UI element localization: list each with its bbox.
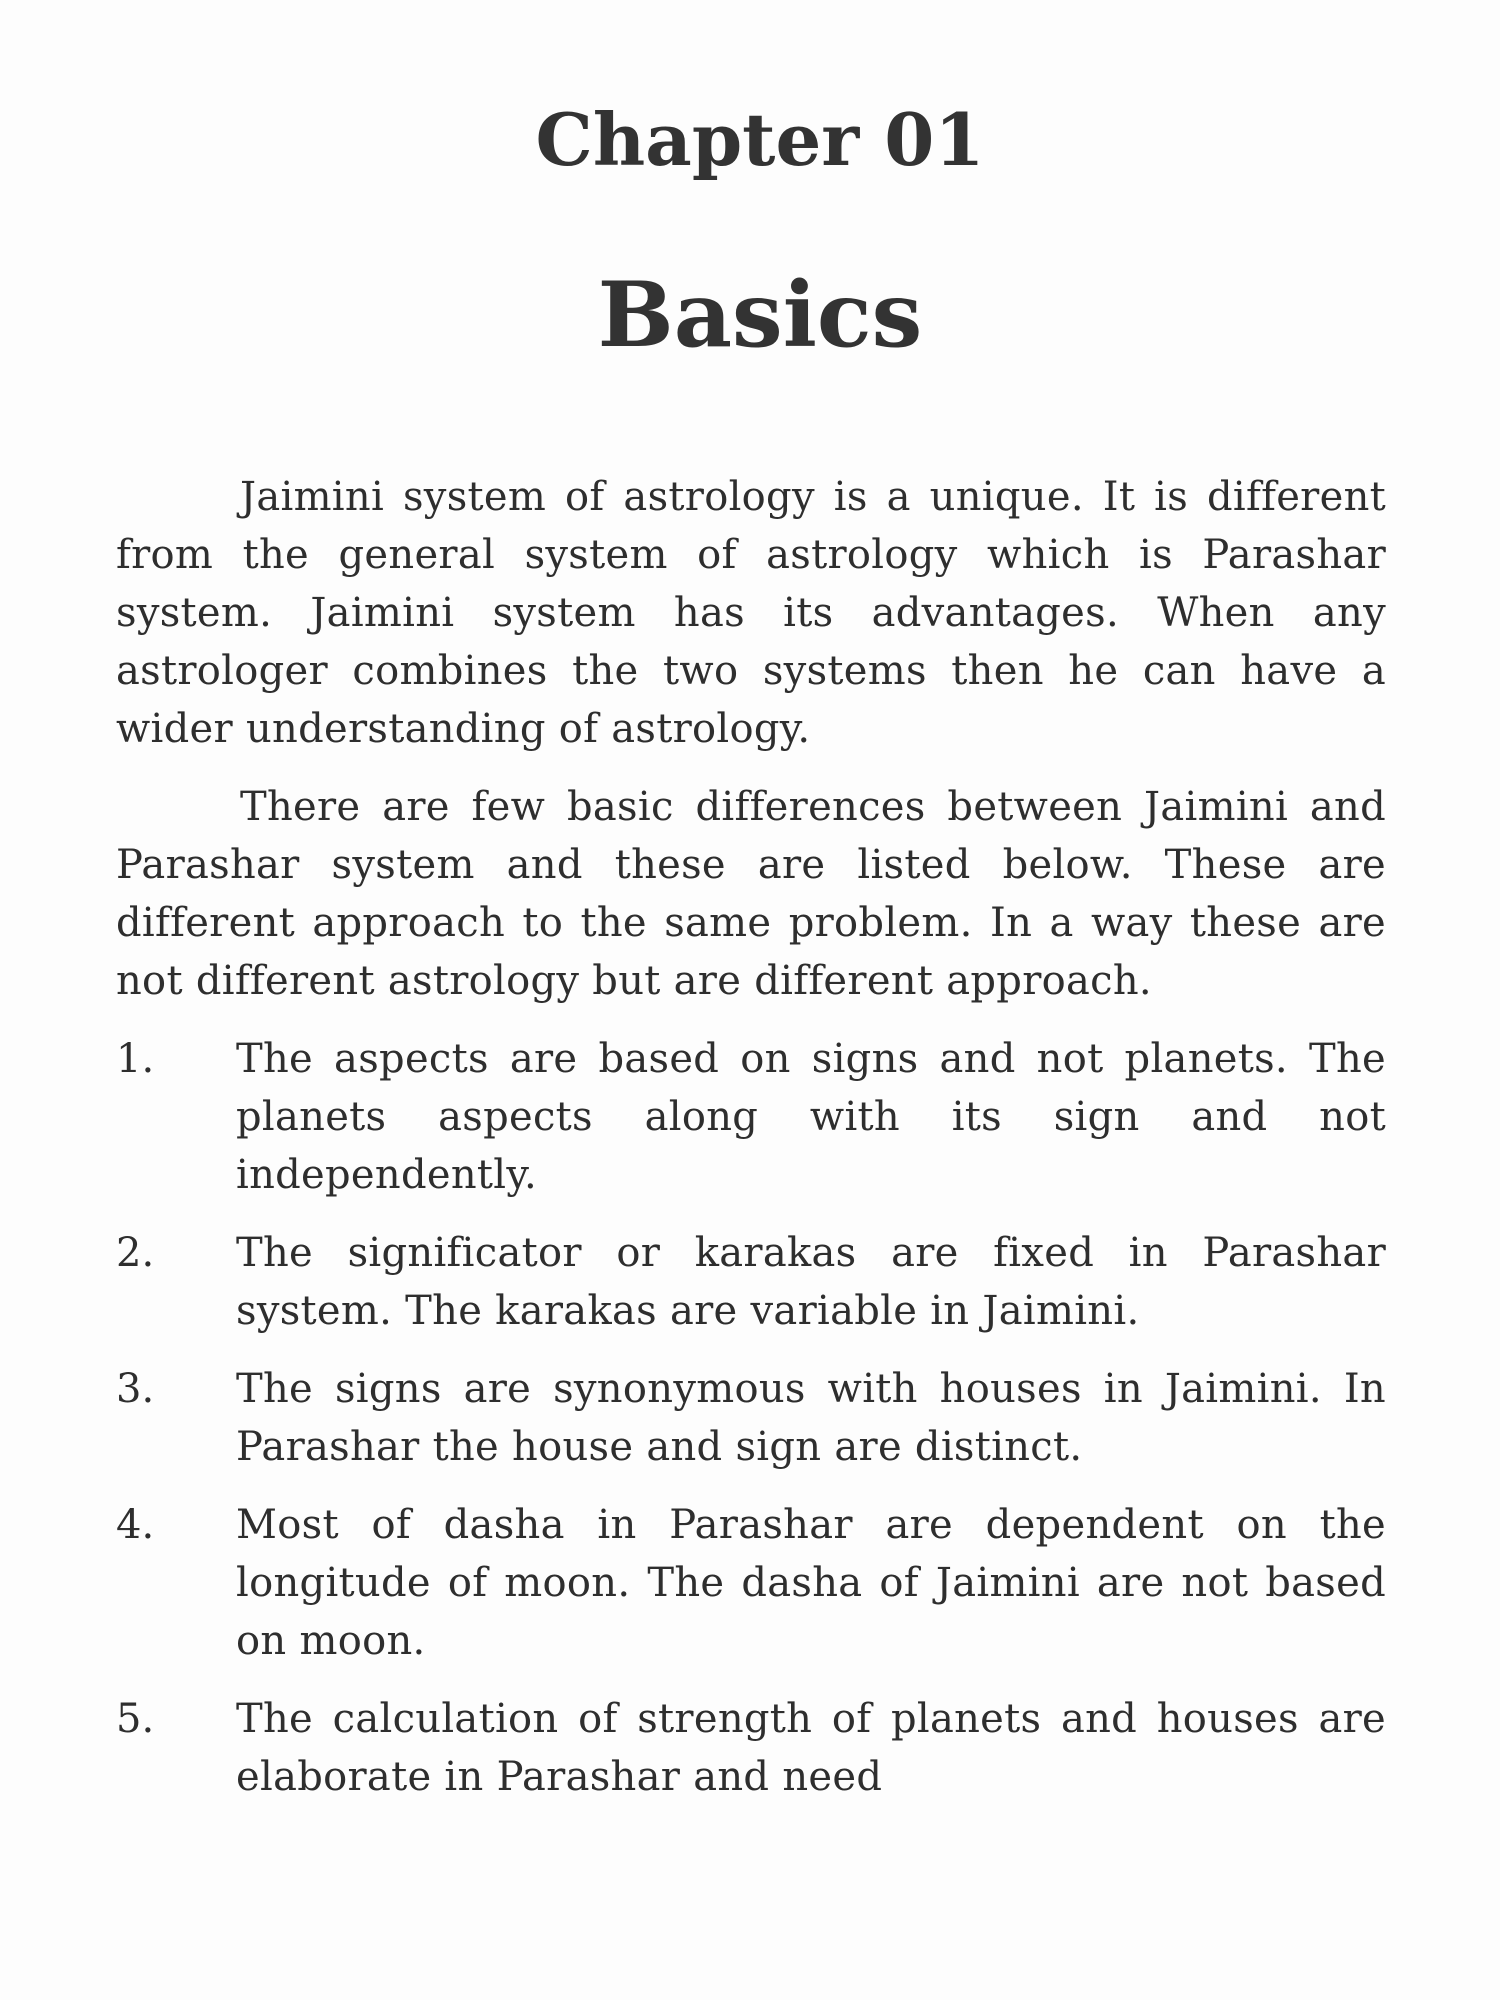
body-text (116, 468, 1386, 1826)
list-item-number: 4. (116, 1502, 155, 1548)
list-item-text: The calculation of strength of planets and houses are elaborate in Parashar and need (236, 1696, 1386, 1800)
list-item-number: 1. (116, 1036, 155, 1082)
list-item-number: 5. (116, 1696, 155, 1742)
list-item (116, 1360, 1386, 1476)
paragraph-intro: Jaimini system of astrology is a unique. It is different from the general system of astrology which is Parashar system. Jaimini system has its advantages. When any astrologer combines the two systems then he can have a wider understanding of astrology. (116, 474, 1386, 752)
differences-list (116, 1030, 1386, 1806)
list-item-text: The significator or karakas are fixed in Parashar system. The karakas are variable in Jaimini. (236, 1230, 1386, 1334)
list-item (116, 1224, 1386, 1340)
list-item-text: The aspects are based on signs and not planets. The planets aspects along with its sign and not independently. (236, 1036, 1386, 1198)
chapter-title: Basics (597, 262, 923, 368)
paragraph-differences: There are few basic differences between Jaimini and Parashar system and these are listed below. These are different approach to the same problem. In a way these are not different astrology but are different approach. (116, 784, 1386, 1004)
list-item-number: 2. (116, 1230, 155, 1276)
list-item-text: Most of dasha in Parashar are dependent on the longitude of moon. The dasha of Jaimini are not based on moon. (236, 1502, 1386, 1664)
list-item (116, 1496, 1386, 1670)
chapter-label: Chapter 01 (535, 97, 985, 182)
list-item-number: 3. (116, 1366, 155, 1412)
list-item (116, 1030, 1386, 1204)
list-item-text: The signs are synonymous with houses in Jaimini. In Parashar the house and sign are distinct. (236, 1366, 1386, 1470)
list-item (116, 1690, 1386, 1806)
